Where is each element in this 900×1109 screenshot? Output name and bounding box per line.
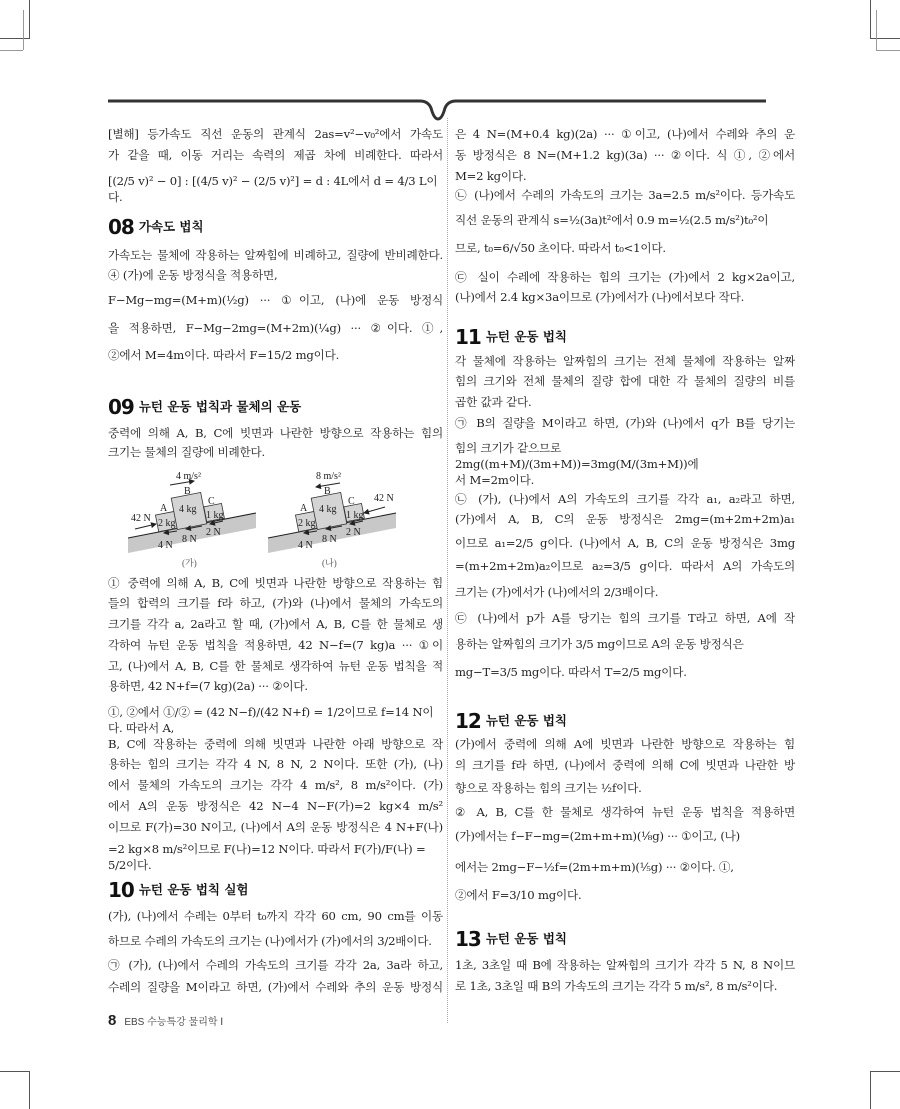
text-line: 의 크기를 f라 하면, (나)에서 중력에 의해 C에 빗면과 나란한 방 [455,758,795,772]
answer-line: ㉡ (가), (나)에서 A의 가속도의 크기를 각각 a₁, a₂라고 하면, [455,492,795,506]
label-a: A [300,503,308,514]
force-b: 8 N [322,534,337,545]
text-line: 동 방정식은 8 N=(M+1.2 kg)(3a) ··· ②이다. 식 ①, ②에서 [455,148,795,162]
section-heading-13 [455,928,795,957]
section-title: 뉴턴 운동 법칙과 물체의 운동 [138,399,302,414]
crop-mark [0,1071,30,1072]
crop-mark [29,1071,30,1109]
equation-line: ②에서 F=3/10 mg이다. [455,888,582,902]
figure-caption: (가) [182,558,197,568]
section-number: 08 [108,215,134,239]
text-line: 가속도는 물체에 작용하는 알짜힘에 비례하고, 질량에 반비례한다. [108,248,443,262]
text-line: 로 1초, 3초일 때 B의 가속도의 크기는 각각 5 m/s², 8 m/s²이다. [455,979,778,993]
equation-line: 을 적용하면, F−Mg−2mg=(M+2m)(¼g) ··· ②이다. ①, [108,321,443,335]
answer-line: ① 중력에 의해 A, B, C에 빗면과 나란한 방향으로 작용하는 힘 [108,576,443,590]
section-heading-12 [455,710,795,736]
push-force-label: 42 N [374,493,394,504]
text-line: (가)에서 A, B, C의 운동 방정식은 2mg=(m+2m+2m)a₁ [455,512,795,526]
text-line: 힘의 크기와 전체 물체의 질량 합에 대한 각 물체의 질량의 비를 [455,374,795,388]
mass-a: 2 kg [298,518,316,529]
equation-line: 므로, t₀=6/√50 초이다. 따라서 t₀<1이다. [455,241,666,255]
text-line: 각 물체에 작용하는 알짜힘의 크기는 전체 물체에 작용하는 알짜 [455,354,795,368]
text-line: 용하는 알짜힘의 크기가 3/5 mg이므로 A의 운동 방정식은 [455,637,744,651]
page-footer [108,1012,443,1029]
mass-a: 2 kg [158,518,176,529]
text-line: 각하여 뉴턴 운동 법칙을 적용하면, 42 N−f=(7 kg)a ··· ①이 [108,638,443,652]
accel-label: 4 m/s² [176,471,201,482]
text-line: M=2 kg이다. [455,169,527,183]
answer-line: ㉢ 실이 수레에 작용하는 힘의 크기는 (가)에서 2 kg×2a이고, [455,270,795,284]
text-line: 곱한 값과 같다. [455,395,532,409]
text-line: 은 4 N=(M+0.4 kg)(2a) ··· ①이고, (나)에서 수레와 추의 운 [455,127,795,141]
crop-mark [870,1071,871,1109]
force-a: 4 N [298,540,313,551]
section-heading-09 [108,396,443,425]
text-line: 이므로 F(가)=30 N이고, (나)에서 A의 운동 방정식은 4 N+F(나) [108,820,443,834]
section-heading-11 [455,326,795,353]
equation-line: [(2/5 v)² − 0] : [(4/5 v)² − (2/5 v)²] = d : 4L에서 d = 4/3 L이다. [108,174,438,204]
label-b: B [184,486,191,497]
page-number: 8 [108,1012,117,1029]
mass-c: 1 kg [346,510,364,521]
equation-line: ②에서 M=4m이다. 따라서 F=15/2 mg이다. [108,348,340,362]
section-number: 09 [108,395,134,419]
text-line: 1초, 3초일 때 B에 작용하는 알짜힘의 크기가 각각 5 N, 8 N이므 [455,958,795,972]
label-b: B [324,486,331,497]
text-line: (가), (나)에서 수레는 0부터 t₀까지 각각 60 cm, 90 cm를 이동 [108,909,443,923]
text-line: 중력에 의해 A, B, C에 빗면과 나란한 방향으로 작용하는 힘의 [108,426,443,440]
section-title: 뉴턴 운동 법칙 [485,713,567,728]
section-title: 가속도 법칙 [138,219,204,234]
equation-line: 힘의 크기가 같으므로 2mg((m+M)/(3m+M))=3mg(M/(3m+M))에 [455,441,699,471]
text-line: 하므로 수레의 가속도의 크기는 (나)에서가 (가)에서의 3/2배이다. [108,934,432,948]
text-line: 용하는 힘의 크기는 각각 4 N, 8 N, 2 N이다. 또한 (가), (나) [108,757,443,771]
accel-label: 8 m/s² [316,471,341,482]
right-column [455,126,795,994]
mass-b: 4 kg [179,504,197,515]
text-line: 에서 물체의 가속도의 크기는 각각 4 m/s², 8 m/s²이다. (가) [108,778,443,792]
figure-caption: (나) [322,558,337,568]
section-title: 뉴턴 운동 법칙 실험 [138,882,249,897]
push-arrow [135,524,156,529]
equation-line: 이므로 a₁=2/5 g이다. (나)에서 A, B, C의 운동 방정식은 3mg [455,536,795,550]
text-line: 수레의 질량을 M이라고 하면, (가)에서 수레와 추의 운동 방정식 [108,980,443,994]
section-heading-08 [108,216,443,247]
push-arrow [364,507,385,513]
label-a: A [160,503,168,514]
answer-line: ㉠ B의 질량을 M이라고 하면, (가)와 (나)에서 q가 B를 당기는 [455,416,795,430]
mass-c: 1 kg [206,510,224,521]
text-line: [별해] 등가속도 직선 운동의 관계식 2as=v²−v₀²에서 가속도 [108,127,443,141]
equation-line: =2 kg×8 m/s²이므로 F(나)=12 N이다. 따라서 F(가)/F(나) = 5/2이다. [108,842,426,872]
crop-mark [870,1071,900,1072]
text-line: B, C에 작용하는 중력에 의해 빗면과 나란한 아래 방향으로 작 [108,737,443,751]
left-column [108,126,443,1029]
text-line: (나)에서 2.4 kg×3a이므로 (가)에서가 (나)에서보다 작다. [455,290,745,304]
answer-line: ㉢ (나)에서 p가 A를 당기는 힘의 크기를 T라고 하면, A에 작 [455,611,795,625]
header-rule [0,0,900,130]
equation-line: =(m+2m+2m)a₂이므로 a₂=3/5 g이다. 따라서 A의 가속도의 [455,559,795,573]
equation-line: mg−T=3/5 mg이다. 따라서 T=2/5 mg이다. [455,665,687,679]
section-title: 뉴턴 운동 법칙 [485,329,567,344]
section-number: 11 [455,325,481,349]
label-c: C [348,496,355,507]
text-line: 서 M=2m이다. [455,473,535,487]
text-line: (가)에서 중력에 의해 A에 빗면과 나란한 방향으로 작용하는 힘 [455,737,795,751]
section-number: 10 [108,878,134,902]
section-heading-10 [108,879,443,908]
equation-line: F−Mg−mg=(M+m)(½g) ··· ①이고, (나)에 운동 방정식 [108,293,443,307]
answer-line: ㉡ (나)에서 수레의 가속도의 크기는 3a=2.5 m/s²이다. 등가속도 [455,188,795,202]
text-line: 고, (나)에서 A, B, C를 한 물체로 생각하여 뉴턴 운동 법칙을 적 [108,659,443,673]
text-line: 크기는 물체의 질량에 비례한다. [108,445,265,459]
text-line: 가 같을 때, 이동 거리는 속력의 제곱 차에 비례한다. 따라서 [108,148,443,162]
mass-b: 4 kg [319,504,337,515]
text-line: 크기는 (가)에서가 (나)에서의 2/3배이다. [455,585,659,599]
section-number: 12 [455,709,481,733]
force-c: 2 N [206,527,221,538]
answer-line: ④ (가)에 운동 방정식을 적용하면, [108,268,278,282]
incline-figure [0,460,448,575]
equation-line: 에서는 2mg−F−½f=(2m+m+m)(⅕g) ··· ②이다. ①, [455,860,734,874]
text-line: 용하면, 42 N+f=(7 kg)(2a) ··· ②이다. [108,679,308,693]
text-line: 에서 A의 운동 방정식은 42 N−4 N−F(가)=2 kg×4 m/s² [108,799,443,813]
force-a: 4 N [158,540,173,551]
text-line: 들의 합력의 크기를 f라 하고, (가)와 (나)에서 물체의 가속도의 [108,596,443,610]
text-line: 향으로 작용하는 힘의 크기는 ½f이다. [455,781,642,795]
section-title: 뉴턴 운동 법칙 [485,931,567,946]
push-force-label: 42 N [131,513,151,524]
equation-line: ①, ②에서 ①/② = (42 N−f)/(42 N+f) = 1/2이므로 f=14 N이다. 따라서 A, [108,705,434,735]
equation-line: 직선 운동의 관계식 s=½(3a)t²에서 0.9 m=½(2.5 m/s²)t₀²이 [455,213,769,227]
figure-na [268,471,396,568]
figure-ga [128,471,256,568]
force-c: 2 N [346,527,361,538]
book-title: EBS 수능특강 물리학 Ⅰ [124,1017,224,1028]
answer-line: ㉠ (가), (나)에서 수레의 가속도의 크기를 각각 2a, 3a라 하고, [108,958,443,972]
answer-line: ② A, B, C를 한 물체로 생각하여 뉴턴 운동 법칙을 적용하면 [455,805,795,819]
label-c: C [208,496,215,507]
equation-line: (가)에서는 f−F−mg=(2m+m+m)(⅛g) ··· ①이고, (나) [455,829,740,843]
text-line: 크기를 각각 a, 2a라고 할 때, (가)에서 A, B, C를 한 물체로 생 [108,617,443,631]
section-number: 13 [455,927,481,951]
force-b: 8 N [182,534,197,545]
